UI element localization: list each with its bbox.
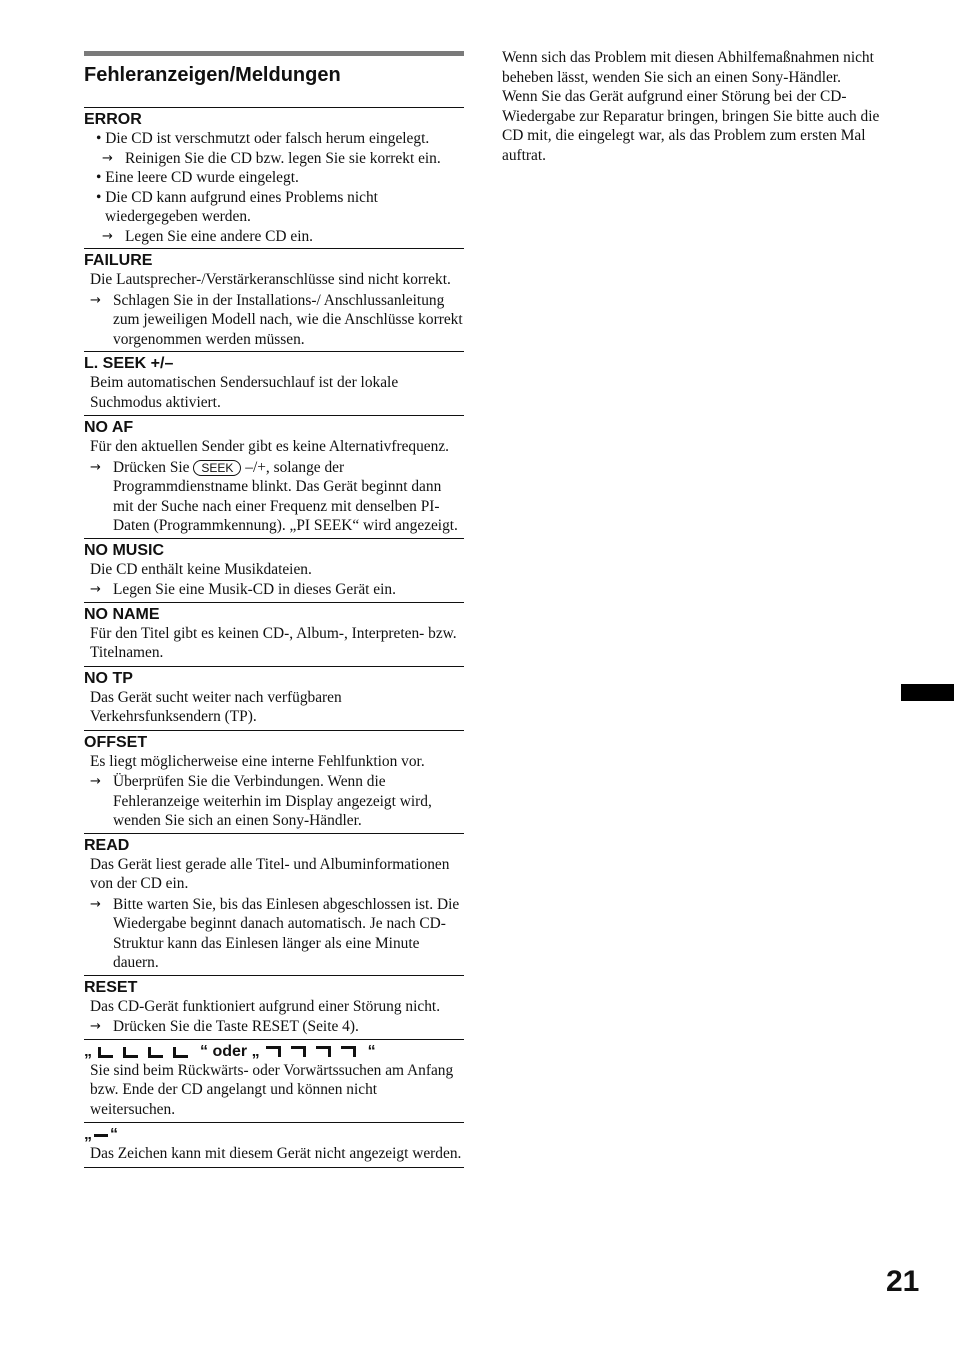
right-paragraph-2: Wenn Sie das Gerät aufgrund einer Störung bei der CD-Wiedergabe zur Reparatur bringen, bringen Sie bitte auch die CD mit, die eingelegt war, als das Problem zum ersten Mal auftrat. xyxy=(502,88,880,164)
section-heading xyxy=(84,1040,464,1061)
arrow-icon: → xyxy=(90,459,101,475)
section-failure xyxy=(84,248,464,351)
section-offset xyxy=(84,730,464,833)
page-title: Fehleranzeigen/Meldungen xyxy=(84,64,341,86)
description-text: Für den aktuellen Sender gibt es keine Alternativfrequenz. xyxy=(90,438,449,455)
remedy-text-post: –/+, solange der Programmdienstname blinkt. Das Gerät beginnt dann mit der Suche nach einer Frequenz mit denselben PI-Daten (Programmkennung). „PI SEEK“ wird angezeigt. xyxy=(113,458,458,534)
remedy-text: Überprüfen Sie die Verbindungen. Wenn die Fehleranzeige weiterhin im Display angezeigt wird, wenden Sie sich an einen Sony-Händler. xyxy=(113,773,432,829)
description-text: Für den Titel gibt es keinen CD-, Album-, Interpreten- bzw. Titelnamen. xyxy=(90,624,457,661)
arrow-icon: → xyxy=(90,292,101,308)
bullet-item: • Die CD kann aufgrund eines Problems nicht wiedergegeben werden. xyxy=(96,188,378,225)
remedy-line xyxy=(102,149,464,169)
section-heading: ERROR xyxy=(84,111,142,128)
oder-text: “ oder „ xyxy=(200,1042,260,1060)
section-noaf xyxy=(84,415,464,538)
remedy-text: Drücken Sie die Taste RESET (Seite 4). xyxy=(113,1018,359,1035)
close-quote: “ xyxy=(110,1126,118,1143)
section-heading: OFFSET xyxy=(84,733,148,751)
remedy-line xyxy=(90,580,464,602)
section-heading xyxy=(84,1123,464,1144)
description-text: Die CD enthält keine Musikdateien. xyxy=(90,560,312,578)
remedy-text xyxy=(113,458,464,536)
arrow-icon: → xyxy=(90,896,101,912)
description-text: Beim automatischen Sendersuchlauf ist der lokale Suchmodus aktiviert. xyxy=(90,374,399,411)
right-paragraph-1: Wenn sich das Problem mit diesen Abhilfemaßnahmen nicht beheben lässt, wenden Sie sich an einen Sony-Händler. xyxy=(502,49,874,86)
bullet-item: • Die CD ist verschmutzt oder falsch herum eingelegt. xyxy=(96,130,430,147)
section-heading: NO AF xyxy=(84,419,134,436)
section-heading: L. SEEK +/– xyxy=(84,355,174,372)
remedy-text: Schlagen Sie in der Installations-/ Anschlussanleitung zum jeweiligen Modell nach, wie die Anschlüsse korrekt vorgenommen werden müssen. xyxy=(113,291,463,348)
remedy-text: Legen Sie eine andere CD ein. xyxy=(125,227,314,245)
remedy-text: Legen Sie eine Musik-CD in dieses Gerät ein. xyxy=(113,581,396,598)
remedy-line xyxy=(102,227,464,249)
page-number: 21 xyxy=(886,1265,920,1298)
section-lseek xyxy=(84,351,464,414)
remedy-line xyxy=(90,1017,464,1039)
description-text: Die Lautsprecher-/Verstärkeranschlüsse sind nicht korrekt. xyxy=(90,271,451,288)
left-column xyxy=(84,51,464,1168)
rewind-end-segments-icon xyxy=(96,1045,196,1059)
remedy-line xyxy=(90,895,464,975)
remedy-line xyxy=(90,772,464,833)
remedy-text: Bitte warten Sie, bis das Einlesen abgeschlossen ist. Die Wiedergabe beginnt danach automatisch. Je nach CD-Struktur kann das Einlesen länger als eine Minute dauern. xyxy=(113,895,460,971)
bullet-item: • Eine leere CD wurde eingelegt. xyxy=(96,169,299,186)
dash-segment-icon xyxy=(92,1128,110,1142)
section-notp xyxy=(84,666,464,729)
section-heading: NO TP xyxy=(84,669,133,687)
section-nomusic xyxy=(84,538,464,602)
section-noname xyxy=(84,602,464,665)
arrow-icon: → xyxy=(90,582,101,597)
arrow-icon: → xyxy=(102,150,113,166)
section-heading: NO NAME xyxy=(84,605,160,623)
open-quote: „ xyxy=(84,1126,92,1143)
description-text: Das Gerät liest gerade alle Titel- und Albuminformationen von der CD ein. xyxy=(90,855,450,892)
title-rule xyxy=(84,51,464,56)
description-text: Das Gerät sucht weiter nach verfügbaren Verkehrsfunksendern (TP). xyxy=(90,688,342,725)
description-text: Das Zeichen kann mit diesem Gerät nicht angezeigt werden. xyxy=(90,1145,462,1162)
section-heading: READ xyxy=(84,836,130,854)
section-read xyxy=(84,833,464,975)
section-heading: NO MUSIC xyxy=(84,541,164,559)
description-text: Es liegt möglicherweise eine interne Fehlfunktion vor. xyxy=(90,752,425,770)
arrow-icon: → xyxy=(90,774,101,789)
seek-button-icon: SEEK xyxy=(193,460,241,476)
section-heading: FAILURE xyxy=(84,252,153,269)
section-heading: RESET xyxy=(84,978,138,996)
remedy-line xyxy=(90,458,464,538)
remedy-line xyxy=(90,291,464,352)
close-quote: “ xyxy=(367,1042,376,1060)
arrow-icon: → xyxy=(102,228,113,244)
section-dash xyxy=(84,1122,464,1168)
remedy-text-pre: Drücken Sie xyxy=(113,458,190,476)
section-reset xyxy=(84,975,464,1039)
forward-end-segments-icon xyxy=(264,1045,364,1059)
section-tab-marker xyxy=(901,684,954,701)
remedy-text: Reinigen Sie die CD bzw. legen Sie sie korrekt ein. xyxy=(125,149,441,167)
description-text: Das CD-Gerät funktioniert aufgrund einer Störung nicht. xyxy=(90,997,441,1015)
section-error xyxy=(84,107,464,248)
description-text: Sie sind beim Rückwärts- oder Vorwärtssuchen am Anfang bzw. Ende der CD angelangt und können nicht weitersuchen. xyxy=(90,1061,454,1118)
right-column xyxy=(502,48,882,165)
open-quote: „ xyxy=(84,1042,92,1060)
section-segments xyxy=(84,1039,464,1122)
arrow-icon: → xyxy=(90,1019,101,1034)
